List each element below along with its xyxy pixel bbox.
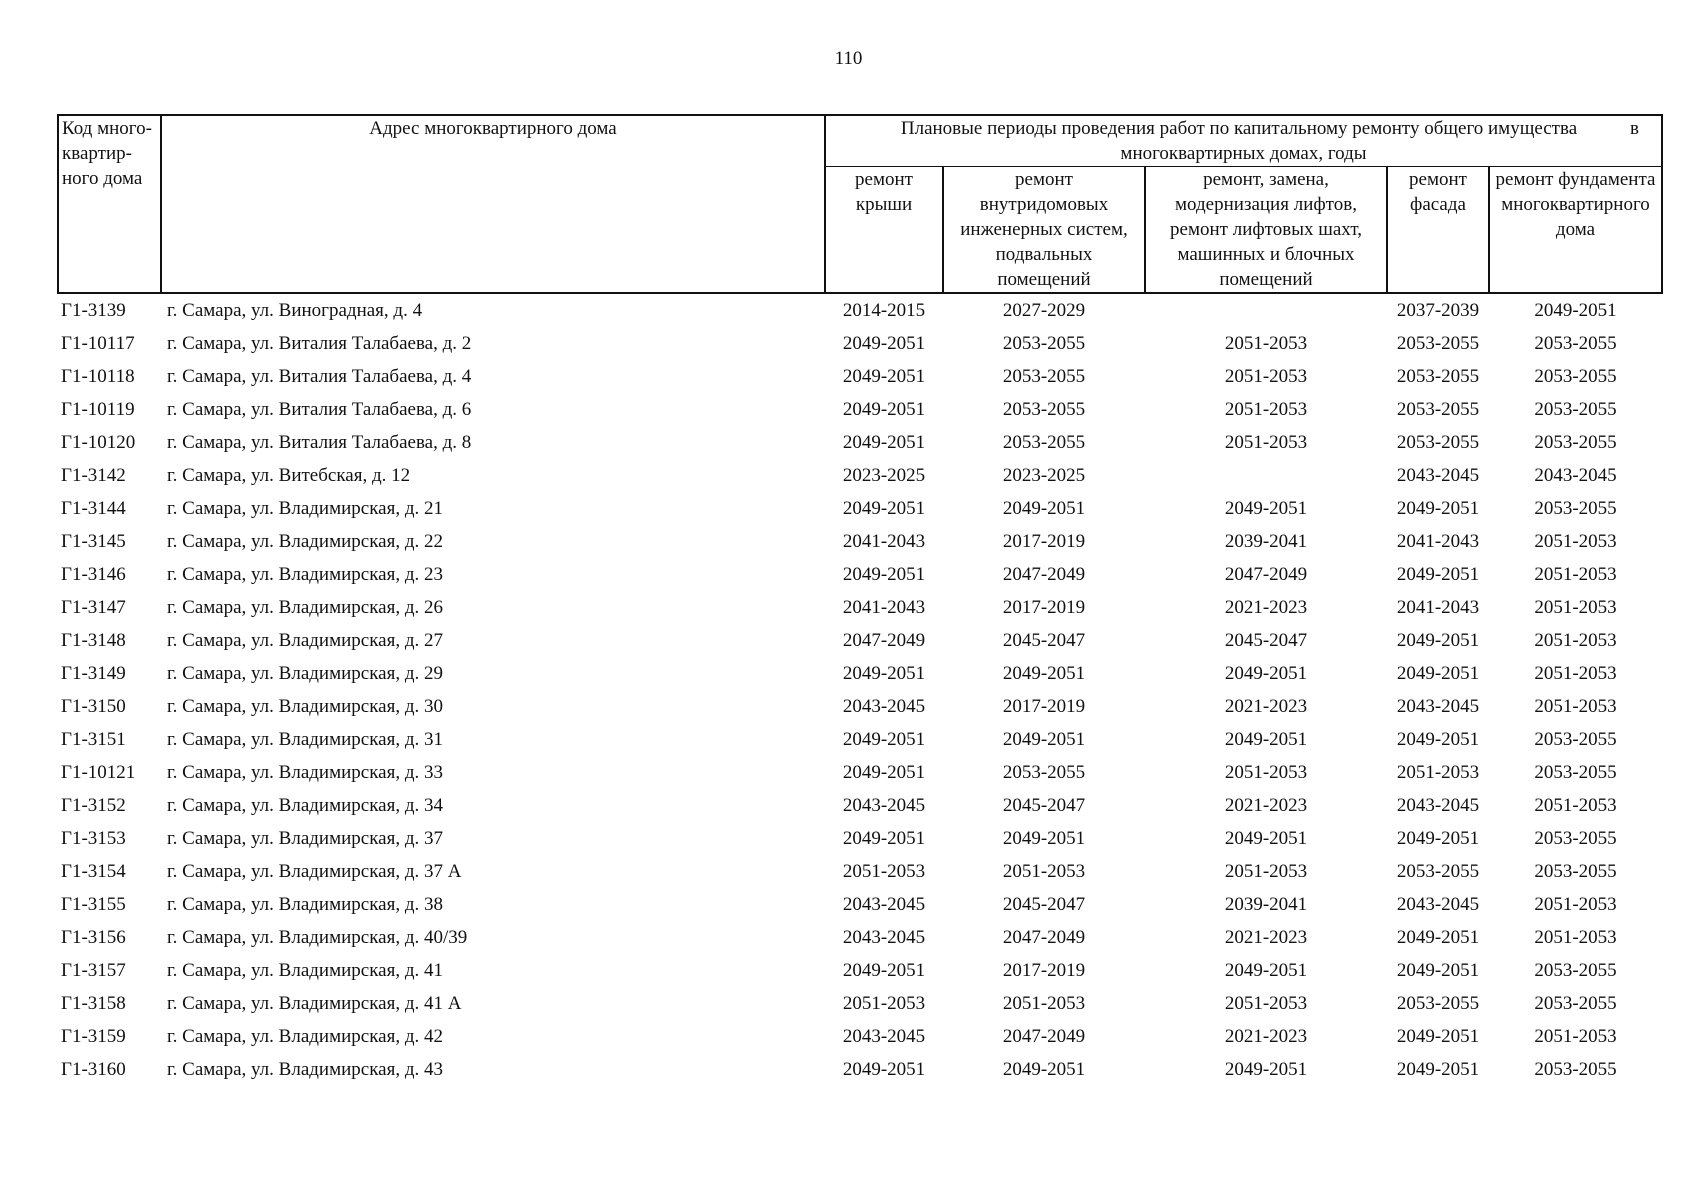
house-code-cell: Г1-10118 — [61, 366, 135, 387]
address-cell: г. Самара, ул. Владимирская, д. 21 — [167, 498, 443, 519]
house-code-cell: Г1-3154 — [61, 861, 126, 882]
table-row — [58, 492, 1662, 525]
facade-period-cell: 2051-2053 — [1396, 762, 1480, 783]
foundation-period-cell: 2051-2053 — [1534, 597, 1617, 618]
roof-period-cell: 2049-2051 — [842, 564, 926, 585]
roof-period-cell: 2043-2045 — [842, 795, 926, 816]
facade-period-cell: 2037-2039 — [1396, 300, 1480, 321]
header-plan-line2: многоквартирных домах, годы — [1120, 143, 1367, 164]
header-plan-lead: Плановые периоды проведения работ по капитальному ремонту общего имущества — [900, 118, 1578, 139]
facade-period-cell: 2053-2055 — [1396, 993, 1480, 1014]
table-row — [58, 822, 1662, 855]
table-row — [58, 954, 1662, 987]
header-plan-trail: в — [1630, 118, 1639, 139]
header-engineering-line: помещений — [997, 269, 1091, 290]
roof-period-cell: 2049-2051 — [842, 663, 926, 684]
house-code-cell: Г1-3151 — [61, 729, 126, 750]
engineering-period-cell: 2017-2019 — [1002, 531, 1086, 552]
header-foundation-line: многоквартирного — [1501, 194, 1650, 215]
roof-period-cell: 2049-2051 — [842, 960, 926, 981]
house-code-cell: Г1-3146 — [61, 564, 126, 585]
address-cell: г. Самара, ул. Владимирская, д. 31 — [167, 729, 443, 750]
header-engineering-line: ремонт — [1015, 169, 1073, 190]
roof-period-cell: 2023-2025 — [842, 465, 926, 486]
facade-period-cell: 2043-2045 — [1396, 696, 1480, 717]
house-code-cell: Г1-3155 — [61, 894, 126, 915]
foundation-period-cell: 2053-2055 — [1534, 333, 1617, 354]
roof-period-cell: 2049-2051 — [842, 432, 926, 453]
roof-period-cell: 2043-2045 — [842, 1026, 926, 1047]
house-code-cell: Г1-3149 — [61, 663, 126, 684]
house-code-cell: Г1-3139 — [61, 300, 126, 321]
roof-period-cell: 2014-2015 — [842, 300, 926, 321]
foundation-period-cell: 2051-2053 — [1534, 564, 1617, 585]
foundation-period-cell: 2053-2055 — [1534, 960, 1617, 981]
foundation-period-cell: 2053-2055 — [1534, 432, 1617, 453]
engineering-period-cell: 2027-2029 — [1002, 300, 1086, 321]
address-cell: г. Самара, ул. Владимирская, д. 30 — [167, 696, 443, 717]
header-elevator-line: помещений — [1219, 269, 1313, 290]
table-row — [58, 360, 1662, 393]
elevator-period-cell: 2049-2051 — [1224, 729, 1308, 750]
roof-period-cell: 2049-2051 — [842, 333, 926, 354]
engineering-period-cell: 2051-2053 — [1002, 861, 1086, 882]
header-facade-repair — [1387, 167, 1489, 294]
house-code-cell: Г1-3145 — [61, 531, 126, 552]
facade-period-cell: 2053-2055 — [1396, 333, 1480, 354]
table-row — [58, 657, 1662, 690]
facade-period-cell: 2053-2055 — [1396, 432, 1480, 453]
elevator-period-cell: 2049-2051 — [1224, 498, 1308, 519]
address-cell: г. Самара, ул. Владимирская, д. 29 — [167, 663, 443, 684]
roof-period-cell: 2047-2049 — [842, 630, 926, 651]
table-row — [58, 558, 1662, 591]
roof-period-cell: 2049-2051 — [842, 762, 926, 783]
elevator-period-cell: 2021-2023 — [1224, 597, 1308, 618]
header-foundation-line: дома — [1555, 219, 1596, 240]
foundation-period-cell: 2051-2053 — [1534, 795, 1617, 816]
address-cell: г. Самара, ул. Владимирская, д. 27 — [167, 630, 443, 651]
header-plan-line1 — [828, 116, 1659, 141]
facade-period-cell: 2049-2051 — [1396, 729, 1480, 750]
house-code-cell: Г1-3150 — [61, 696, 126, 717]
header-roof-line: крыши — [855, 194, 913, 215]
house-code-cell: Г1-3160 — [61, 1059, 126, 1080]
address-cell: г. Самара, ул. Владимирская, д. 40/39 — [167, 927, 468, 948]
engineering-period-cell: 2047-2049 — [1002, 1026, 1086, 1047]
elevator-period-cell: 2049-2051 — [1224, 960, 1308, 981]
header-house-code — [58, 115, 161, 293]
roof-period-cell: 2041-2043 — [842, 531, 926, 552]
elevator-period-cell: 2049-2051 — [1224, 1059, 1308, 1080]
foundation-period-cell: 2043-2045 — [1534, 465, 1617, 486]
table-row — [58, 426, 1662, 459]
engineering-period-cell: 2051-2053 — [1002, 993, 1086, 1014]
address-cell: г. Самара, ул. Владимирская, д. 37 — [167, 828, 443, 849]
elevator-period-cell: 2045-2047 — [1224, 630, 1308, 651]
facade-period-cell: 2041-2043 — [1396, 531, 1480, 552]
header-foundation-repair — [1489, 167, 1662, 294]
header-engineering-repair — [943, 167, 1145, 294]
elevator-period-cell: 2021-2023 — [1224, 1026, 1308, 1047]
table-row — [58, 855, 1662, 888]
foundation-period-cell: 2051-2053 — [1534, 630, 1617, 651]
house-code-cell: Г1-10117 — [61, 333, 135, 354]
engineering-period-cell: 2049-2051 — [1002, 1059, 1086, 1080]
engineering-period-cell: 2049-2051 — [1002, 663, 1086, 684]
elevator-period-cell: 2049-2051 — [1224, 663, 1308, 684]
elevator-period-cell: 2051-2053 — [1224, 762, 1308, 783]
address-cell: г. Самара, ул. Владимирская, д. 37 А — [167, 861, 462, 882]
house-code-cell: Г1-10121 — [61, 762, 136, 783]
foundation-period-cell: 2053-2055 — [1534, 1059, 1617, 1080]
page-number: 110 — [834, 48, 863, 69]
elevator-period-cell — [1145, 459, 1387, 492]
roof-period-cell: 2049-2051 — [842, 828, 926, 849]
roof-period-cell: 2051-2053 — [842, 861, 926, 882]
header-foundation-line: ремонт фундамента — [1495, 169, 1656, 190]
address-cell: г. Самара, ул. Владимирская, д. 26 — [167, 597, 443, 618]
table-row — [58, 690, 1662, 723]
facade-period-cell: 2049-2051 — [1396, 960, 1480, 981]
roof-period-cell: 2049-2051 — [842, 729, 926, 750]
facade-period-cell: 2049-2051 — [1396, 1026, 1480, 1047]
address-cell: г. Самара, ул. Витебская, д. 12 — [167, 465, 411, 486]
foundation-period-cell: 2051-2053 — [1534, 696, 1617, 717]
header-elevator-line: машинных и блочных — [1177, 244, 1355, 265]
engineering-period-cell: 2045-2047 — [1002, 795, 1086, 816]
elevator-period-cell: 2051-2053 — [1224, 366, 1308, 387]
facade-period-cell: 2049-2051 — [1396, 828, 1480, 849]
capital-repair-schedule-table — [57, 114, 1663, 1086]
facade-period-cell: 2049-2051 — [1396, 927, 1480, 948]
table-row — [58, 624, 1662, 657]
header-elevator-repair — [1145, 167, 1387, 294]
address-cell: г. Самара, ул. Владимирская, д. 33 — [167, 762, 443, 783]
engineering-period-cell: 2017-2019 — [1002, 597, 1086, 618]
foundation-period-cell: 2051-2053 — [1534, 663, 1617, 684]
facade-period-cell: 2053-2055 — [1396, 366, 1480, 387]
house-code-cell: Г1-3158 — [61, 993, 126, 1014]
address-cell: г. Самара, ул. Владимирская, д. 42 — [167, 1026, 443, 1047]
house-code-cell: Г1-3148 — [61, 630, 126, 651]
address-cell: г. Самара, ул. Виталия Талабаева, д. 8 — [167, 432, 472, 453]
header-code-line: Код много- — [62, 118, 152, 139]
roof-period-cell: 2051-2053 — [842, 993, 926, 1014]
house-code-cell: Г1-3147 — [61, 597, 126, 618]
facade-period-cell: 2043-2045 — [1396, 795, 1480, 816]
table-row — [58, 525, 1662, 558]
elevator-period-cell: 2051-2053 — [1224, 333, 1308, 354]
table-row — [58, 393, 1662, 426]
table-row — [58, 789, 1662, 822]
table-row — [58, 987, 1662, 1020]
foundation-period-cell: 2053-2055 — [1534, 828, 1617, 849]
foundation-period-cell: 2051-2053 — [1534, 531, 1617, 552]
foundation-period-cell: 2051-2053 — [1534, 927, 1617, 948]
foundation-period-cell: 2053-2055 — [1534, 399, 1617, 420]
elevator-period-cell: 2039-2041 — [1224, 894, 1308, 915]
table-body — [58, 293, 1662, 1086]
foundation-period-cell: 2051-2053 — [1534, 894, 1617, 915]
address-cell: г. Самара, ул. Владимирская, д. 34 — [167, 795, 443, 816]
address-cell: г. Самара, ул. Владимирская, д. 41 А — [167, 993, 462, 1014]
header-address: Адрес многоквартирного дома — [161, 115, 825, 293]
engineering-period-cell: 2053-2055 — [1002, 333, 1086, 354]
facade-period-cell: 2049-2051 — [1396, 564, 1480, 585]
engineering-period-cell: 2053-2055 — [1002, 399, 1086, 420]
elevator-period-cell: 2047-2049 — [1224, 564, 1308, 585]
header-elevator-line: ремонт лифтовых шахт, — [1170, 219, 1362, 240]
table-row — [58, 888, 1662, 921]
foundation-period-cell: 2053-2055 — [1534, 861, 1617, 882]
table-row — [58, 723, 1662, 756]
engineering-period-cell: 2023-2025 — [1002, 465, 1086, 486]
table-row — [58, 1020, 1662, 1053]
roof-period-cell: 2041-2043 — [842, 597, 926, 618]
address-cell: г. Самара, ул. Виноградная, д. 4 — [167, 300, 423, 321]
elevator-period-cell — [1145, 293, 1387, 327]
facade-period-cell: 2053-2055 — [1396, 399, 1480, 420]
facade-period-cell: 2049-2051 — [1396, 498, 1480, 519]
engineering-period-cell: 2053-2055 — [1002, 366, 1086, 387]
header-code-line: ного дома — [62, 168, 143, 189]
elevator-period-cell: 2021-2023 — [1224, 795, 1308, 816]
elevator-period-cell: 2051-2053 — [1224, 861, 1308, 882]
house-code-cell: Г1-3152 — [61, 795, 126, 816]
address-cell: г. Самара, ул. Виталия Талабаева, д. 2 — [167, 333, 472, 354]
roof-period-cell: 2049-2051 — [842, 1059, 926, 1080]
house-code-cell: Г1-3159 — [61, 1026, 126, 1047]
table-row — [58, 293, 1662, 327]
engineering-period-cell: 2047-2049 — [1002, 927, 1086, 948]
address-cell: г. Самара, ул. Владимирская, д. 23 — [167, 564, 443, 585]
roof-period-cell: 2043-2045 — [842, 927, 926, 948]
elevator-period-cell: 2039-2041 — [1224, 531, 1308, 552]
facade-period-cell: 2049-2051 — [1396, 630, 1480, 651]
header-code-line: квартир- — [62, 143, 132, 164]
facade-period-cell: 2053-2055 — [1396, 861, 1480, 882]
header-elevator-line: ремонт, замена, — [1203, 169, 1329, 190]
header-roof-line: ремонт — [855, 169, 913, 190]
table-row — [58, 921, 1662, 954]
roof-period-cell: 2049-2051 — [842, 366, 926, 387]
foundation-period-cell: 2051-2053 — [1534, 1026, 1617, 1047]
engineering-period-cell: 2047-2049 — [1002, 564, 1086, 585]
address-cell: г. Самара, ул. Виталия Талабаева, д. 4 — [167, 366, 472, 387]
house-code-cell: Г1-10120 — [61, 432, 136, 453]
engineering-period-cell: 2017-2019 — [1002, 960, 1086, 981]
header-engineering-line: внутридомовых — [979, 194, 1109, 215]
foundation-period-cell: 2053-2055 — [1534, 366, 1617, 387]
table-row — [58, 327, 1662, 360]
house-code-cell: Г1-10119 — [61, 399, 135, 420]
facade-period-cell: 2043-2045 — [1396, 894, 1480, 915]
facade-period-cell: 2049-2051 — [1396, 663, 1480, 684]
elevator-period-cell: 2051-2053 — [1224, 432, 1308, 453]
elevator-period-cell: 2021-2023 — [1224, 927, 1308, 948]
facade-period-cell: 2049-2051 — [1396, 1059, 1480, 1080]
address-cell: г. Самара, ул. Виталия Талабаева, д. 6 — [167, 399, 472, 420]
engineering-period-cell: 2053-2055 — [1002, 432, 1086, 453]
table-row — [58, 459, 1662, 492]
header-engineering-line: инженерных систем, — [960, 219, 1128, 240]
foundation-period-cell: 2053-2055 — [1534, 729, 1617, 750]
engineering-period-cell: 2049-2051 — [1002, 828, 1086, 849]
engineering-period-cell: 2049-2051 — [1002, 729, 1086, 750]
engineering-period-cell: 2045-2047 — [1002, 894, 1086, 915]
foundation-period-cell: 2049-2051 — [1534, 300, 1617, 321]
house-code-cell: Г1-3156 — [61, 927, 126, 948]
header-planned-periods — [825, 115, 1662, 167]
engineering-period-cell: 2049-2051 — [1002, 498, 1086, 519]
header-facade-line: фасада — [1410, 194, 1466, 215]
address-cell: г. Самара, ул. Владимирская, д. 41 — [167, 960, 443, 981]
house-code-cell: Г1-3144 — [61, 498, 126, 519]
address-cell: г. Самара, ул. Владимирская, д. 38 — [167, 894, 443, 915]
roof-period-cell: 2049-2051 — [842, 399, 926, 420]
house-code-cell: Г1-3142 — [61, 465, 126, 486]
house-code-cell: Г1-3153 — [61, 828, 126, 849]
table-row — [58, 1053, 1662, 1086]
table-row — [58, 591, 1662, 624]
elevator-period-cell: 2051-2053 — [1224, 993, 1308, 1014]
elevator-period-cell: 2021-2023 — [1224, 696, 1308, 717]
address-cell: г. Самара, ул. Владимирская, д. 22 — [167, 531, 443, 552]
roof-period-cell: 2043-2045 — [842, 894, 926, 915]
header-facade-line: ремонт — [1409, 169, 1467, 190]
engineering-period-cell: 2017-2019 — [1002, 696, 1086, 717]
header-elevator-line: модернизация лифтов, — [1175, 194, 1357, 215]
elevator-period-cell: 2051-2053 — [1224, 399, 1308, 420]
engineering-period-cell: 2045-2047 — [1002, 630, 1086, 651]
elevator-period-cell: 2049-2051 — [1224, 828, 1308, 849]
foundation-period-cell: 2053-2055 — [1534, 498, 1617, 519]
engineering-period-cell: 2053-2055 — [1002, 762, 1086, 783]
facade-period-cell: 2043-2045 — [1396, 465, 1480, 486]
facade-period-cell: 2041-2043 — [1396, 597, 1480, 618]
header-engineering-line: подвальных — [995, 244, 1093, 265]
roof-period-cell: 2049-2051 — [842, 498, 926, 519]
roof-period-cell: 2043-2045 — [842, 696, 926, 717]
foundation-period-cell: 2053-2055 — [1534, 993, 1617, 1014]
foundation-period-cell: 2053-2055 — [1534, 762, 1617, 783]
table-row — [58, 756, 1662, 789]
address-cell: г. Самара, ул. Владимирская, д. 43 — [167, 1059, 443, 1080]
header-roof-repair — [825, 167, 943, 294]
house-code-cell: Г1-3157 — [61, 960, 126, 981]
